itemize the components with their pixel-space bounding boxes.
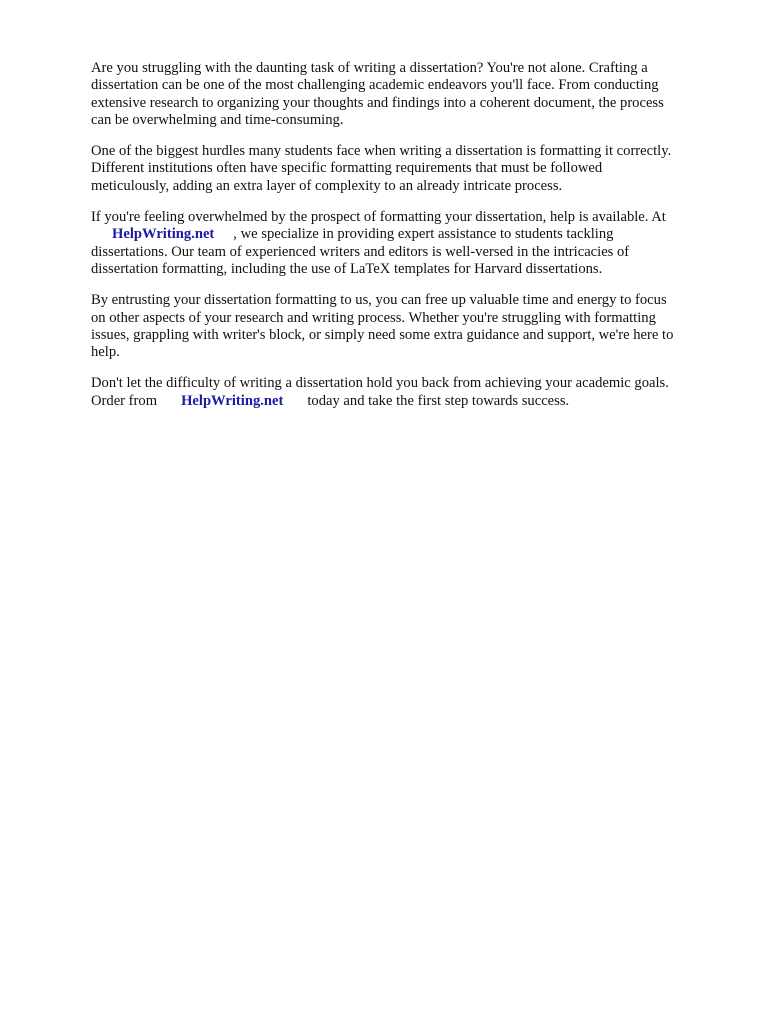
cta-text-end: today and take the first step towards success. xyxy=(307,392,570,409)
helpwriting-link[interactable]: HelpWriting.net xyxy=(112,226,215,243)
paragraph-entrusting: By entrusting your dissertation formatting to us, you can free up valuable time and energy to focus on other aspects of your research and writing process. Whether you're struggling with formatting issues, grappling with writer's block, or simply need some extra guidance and support, we're here to help. xyxy=(91,292,674,361)
cta-order-from: Order from xyxy=(91,392,158,409)
cta-first-line: Don't let the difficulty of writing a dissertation hold you back from achieving your academic goals. xyxy=(91,375,669,392)
paragraph-help-available xyxy=(91,209,721,278)
paragraph-call-to-action xyxy=(91,375,721,410)
paragraph-help-text-end: , we specialize in providing expert assistance to students tackling dissertations. Our team of experienced writers and editors is well-versed in the intricacies of dissertation formatting, including the use of LaTeX templates for Harvard dissertations. xyxy=(91,226,630,277)
paragraph-formatting-hurdles: One of the biggest hurdles many students face when writing a dissertation is formatting it correctly. Different institutions often have specific formatting requirements that must be followed meticulously, adding an extra layer of complexity to an already intricate process. xyxy=(91,143,672,194)
paragraph-intro: Are you struggling with the daunting task of writing a dissertation? You're not alone. Crafting a dissertation can be one of the most challenging academic endeavors you'll face. From conducting extensive research to organizing your thoughts and findings into a coherent document, the process can be overwhelming and time-consuming. xyxy=(91,60,664,128)
helpwriting-order-link[interactable]: HelpWriting.net xyxy=(181,392,284,409)
document-page xyxy=(91,60,721,424)
paragraph-help-text-start: If you're feeling overwhelmed by the prospect of formatting your dissertation, help is available. At xyxy=(91,209,666,226)
